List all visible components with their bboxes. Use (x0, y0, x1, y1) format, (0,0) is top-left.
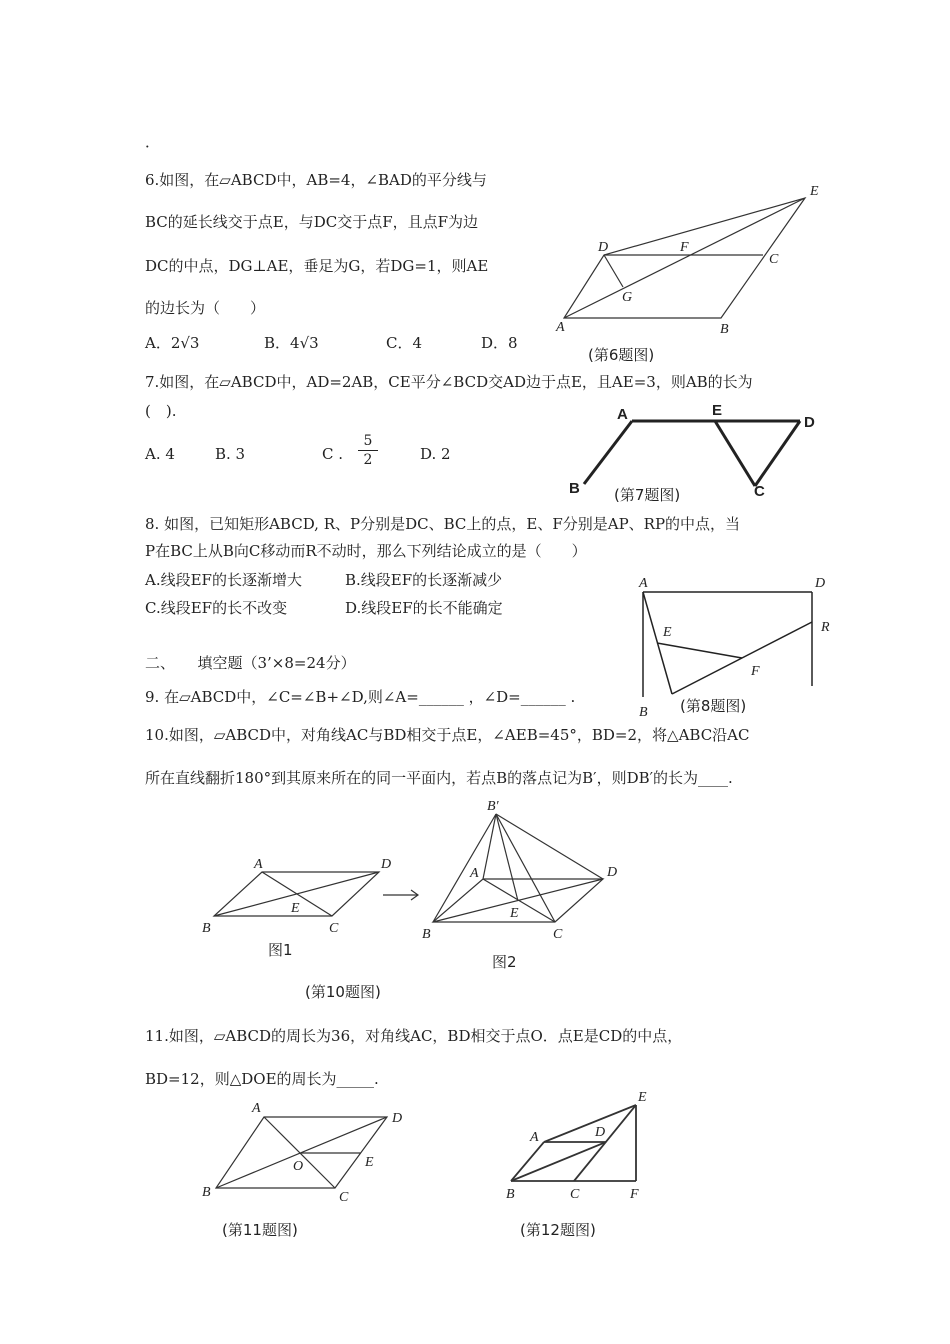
q7-figure-caption: (第7题图) (614, 486, 681, 504)
q11-label-D: D (392, 1111, 403, 1126)
q8-figure-caption: (第8题图) (680, 697, 747, 715)
q10-fig2-Bp-C (496, 814, 555, 922)
q11-label-O: O (293, 1159, 304, 1174)
q11-label-A: A (252, 1101, 261, 1116)
q7-option-b: B. 3 (215, 445, 246, 463)
q11-line1: 11.如图，▱ABCD的周长为36，对角线AC，BD相交于点O．点E是CD的中点， (145, 1027, 683, 1045)
q6-line2: BC的延长线交于点E，与DC交于点F，且点F为边 (145, 213, 479, 231)
q8-line1: 8. 如图，已知矩形ABCD, R、P分别是DC、BC上的点，E、F分别是AP、RP的中点，当 (145, 515, 741, 533)
q10-figure-caption: (第10题图) (305, 983, 381, 1001)
q8-segment-EF (657, 643, 742, 658)
q7-label-D: D (804, 414, 815, 431)
q7-label-C: C (754, 483, 765, 500)
q6-figure-caption: (第6题图) (588, 346, 655, 364)
q10-fig2-label-E: E (510, 906, 519, 921)
q7-line1: 7.如图，在▱ABCD中，AD=2AB，CE平分∠BCD交AD边于点E，且AE=3，则AB的长为 (145, 373, 753, 391)
q7-segment-EC (715, 421, 755, 486)
q6-label-D: D (598, 240, 609, 255)
q10-fig2-Bp-D (496, 814, 603, 879)
q11-label-E: E (365, 1155, 374, 1170)
q6-line4: 的边长为（ ） (145, 299, 266, 317)
q7-label-A: A (617, 406, 628, 423)
q8-label-B: B (639, 705, 648, 720)
q10-fig2-Bp-B (433, 814, 496, 922)
q7-figure (584, 421, 800, 486)
q8-label-R: R (821, 620, 830, 635)
q6-option-d: D．8 (481, 334, 518, 352)
q6-line3: DC的中点，DG⊥AE，垂足为G，若DG=1，则AE (145, 257, 489, 275)
q8-option-c: C.线段EF的长不改变 (145, 599, 288, 617)
q6-label-B: B (720, 322, 729, 337)
fraction-denominator: 2 (363, 452, 373, 468)
q6-line1: 6.如图，在▱ABCD中，AB=4，∠BAD的平分线与 (145, 171, 487, 189)
q6-label-A: A (556, 320, 565, 335)
q8-label-D: D (815, 576, 826, 591)
q8-figure (643, 592, 812, 697)
q10-line2: 所在直线翻折180°到其原来所在的同一平面内，若点B的落点记为B′，则DB′的长为____. (145, 769, 733, 787)
q10-arrow (383, 890, 418, 900)
q10-fig1-label-E: E (291, 901, 300, 916)
q7-option-a: A. 4 (145, 445, 175, 463)
q6-label-C: C (769, 252, 779, 267)
q12-segment-CE (574, 1105, 636, 1181)
q10-fig2-label-D: D (607, 865, 618, 880)
q10-fig2-label-A: A (470, 866, 479, 881)
q7-side-AB (584, 421, 632, 484)
q12-label-C: C (570, 1187, 580, 1202)
q10-fig2-label: 图2 (492, 953, 517, 971)
q10-fig2-label-C: C (553, 927, 563, 942)
q10-fig1-labels (202, 857, 391, 936)
q12-label-F: F (630, 1187, 639, 1202)
q10-fig2-label-B: B (422, 927, 431, 942)
fraction-numerator: 5 (363, 433, 373, 449)
q8-label-A: A (639, 576, 648, 591)
section-heading-fill-in: 二、 填空题（3’×8=24分） (145, 654, 356, 672)
q7-option-c: C . (322, 445, 344, 463)
q10-fig2-Bp-E (496, 814, 518, 901)
q7-label-E: E (712, 402, 723, 419)
q10-fig2-label-Bprime: B′ (487, 799, 499, 814)
q10-fig1-label: 图1 (268, 941, 293, 959)
q6-label-G: G (622, 290, 633, 305)
q12-labels (506, 1090, 647, 1202)
q6-perpendicular-DG (604, 255, 623, 287)
q12-label-B: B (506, 1187, 515, 1202)
q8-label-F: F (751, 664, 760, 679)
q8-labels (638, 576, 830, 720)
q6-option-b: B．4√3 (264, 334, 319, 352)
q8-label-E: E (663, 625, 672, 640)
q9-text: 9. 在▱ABCD中，∠C=∠B+∠D,则∠A=______ ，∠D=______ . (145, 688, 576, 706)
q7-option-d: D. 2 (420, 445, 451, 463)
q6-option-a: A．2√3 (145, 334, 200, 352)
q12-label-D: D (595, 1125, 606, 1140)
q6-label-E: E (810, 184, 819, 199)
q12-label-A: A (530, 1130, 539, 1145)
q8-option-d: D.线段EF的长不能确定 (345, 599, 503, 617)
q7-side-DC (755, 421, 800, 486)
q12-figure-caption: (第12题图) (520, 1221, 596, 1239)
q8-line2: P在BC上从B向C移动而R不动时，那么下列结论成立的是（ ） (145, 542, 587, 560)
q6-option-c: C．4 (386, 334, 423, 352)
q10-fig1-label-B: B (202, 921, 211, 936)
q11-figure (216, 1117, 387, 1188)
q8-option-b: B.线段EF的长逐渐减少 (345, 571, 503, 589)
q10-fig2-Bp-A (483, 814, 496, 879)
q7-label-B: B (569, 480, 580, 497)
q12-label-E: E (638, 1090, 647, 1105)
q11-label-C: C (339, 1190, 349, 1205)
q12-segment-BD (511, 1142, 606, 1181)
q10-line1: 10.如图，▱ABCD中，对角线AC与BD相交于点E，∠AEB=45°，BD=2，将△ABC沿AC (145, 726, 750, 744)
q7-line2: ( ). (145, 402, 177, 420)
q11-line2: BD=12，则△DOE的周长为_____. (145, 1070, 379, 1088)
q6-label-F: F (680, 240, 689, 255)
q12-segment-AE (544, 1105, 636, 1142)
q10-fig1-label-A: A (254, 857, 263, 872)
q6-labels (555, 184, 819, 337)
q10-fig1-label-D: D (381, 857, 392, 872)
stray-dot: ． (145, 133, 161, 151)
q11-label-B: B (202, 1185, 211, 1200)
q11-figure-caption: (第11题图) (222, 1221, 298, 1239)
q8-option-a: A.线段EF的长逐渐增大 (145, 571, 302, 589)
q10-fig1-label-C: C (329, 921, 339, 936)
